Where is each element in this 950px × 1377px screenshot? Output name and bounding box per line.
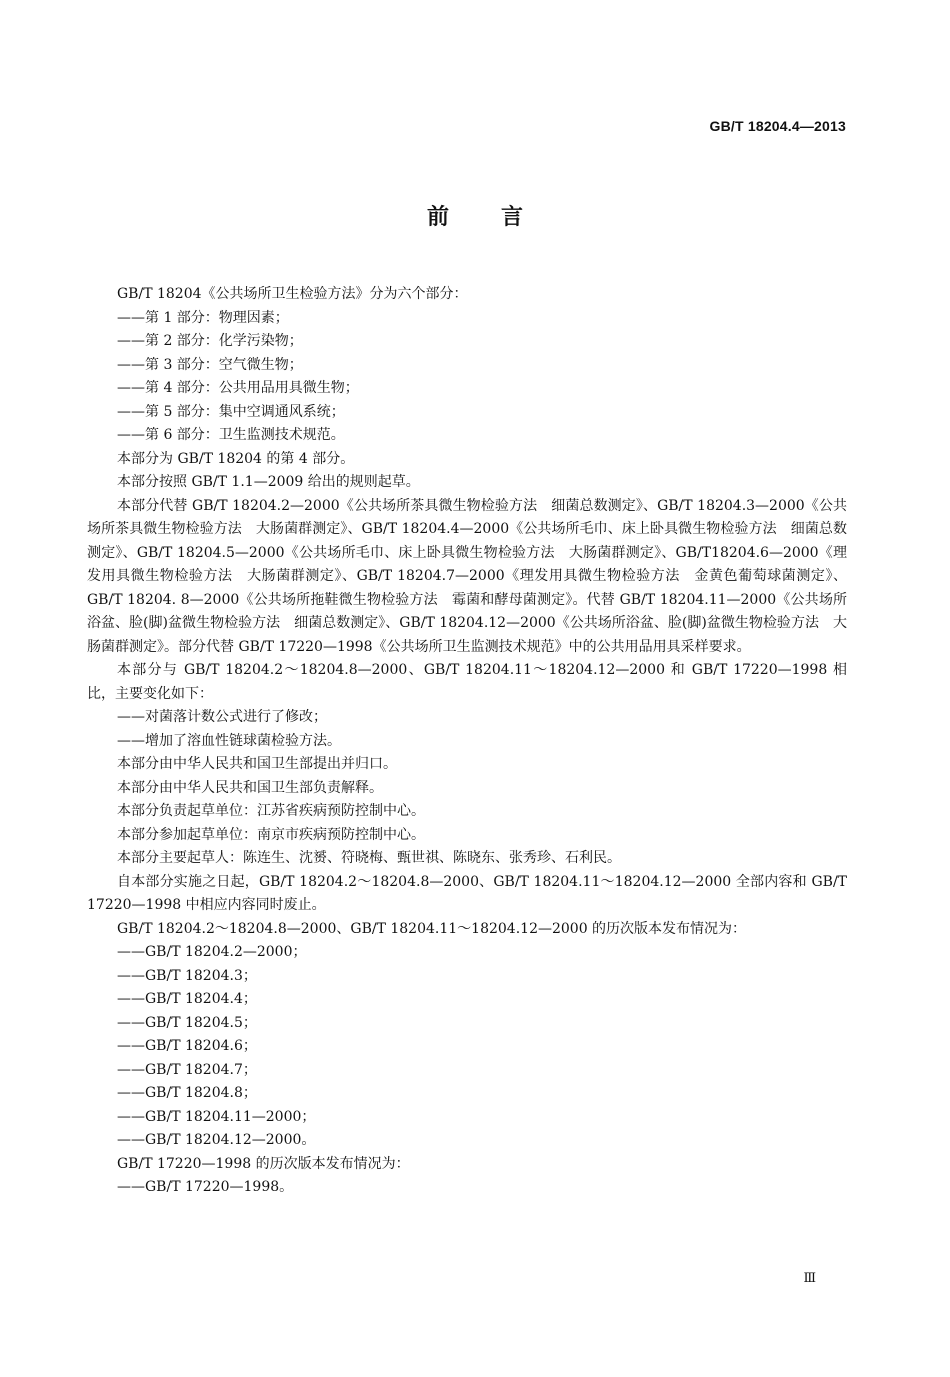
standard-code: GB/T 18204.4—2013 [709, 118, 846, 134]
paragraph: ——GB/T 18204.6； [117, 1038, 257, 1054]
paragraph: ——GB/T 18204.4； [117, 991, 257, 1007]
paragraph: 本部分主要起草人：陈连生、沈赟、符晓梅、甄世祺、陈晓东、张秀珍、石利民。 [117, 850, 621, 866]
paragraph: 本部分负责起草单位：江苏省疾病预防控制中心。 [117, 803, 425, 819]
paragraph: 本部分与 GB/T 18204.2～18204.8—2000、GB/T 18204.11～18204.12—2000 和 GB/T 17220—1998 相比，主要变化如下： [87, 662, 847, 702]
document-body [87, 283, 847, 1200]
paragraph: GB/T 18204《公共场所卫生检验方法》分为六个部分： [117, 286, 468, 302]
paragraph: ——GB/T 18204.11—2000； [117, 1108, 316, 1125]
paragraph: 本部分由中华人民共和国卫生部负责解释。 [117, 779, 383, 796]
page-title: 前言 [426, 205, 575, 230]
paragraph: ——GB/T 17220—1998。 [117, 1179, 294, 1195]
paragraph: GB/T 18204.2～18204.8—2000、GB/T 18204.11～18204.12—2000 的历次版本发布情况为： [117, 920, 747, 937]
paragraph: ——GB/T 18204.8； [117, 1085, 257, 1101]
paragraph: 自本部分实施之日起，GB/T 18204.2～18204.8—2000、GB/T 18204.11～18204.12—2000 全部内容和 GB/T 17220—1998 中相应内容同时废止。 [87, 873, 847, 913]
page-number: Ⅲ [803, 1271, 816, 1286]
paragraph: ——第 5 部分：集中空调通风系统； [117, 403, 345, 420]
paragraph: ——GB/T 18204.5； [117, 1014, 257, 1031]
paragraph: GB/T 17220—1998 的历次版本发布情况为： [117, 1155, 410, 1172]
paragraph: 本部分按照 GB/T 1.1—2009 给出的规则起草。 [117, 474, 420, 490]
paragraph: 本部分代替 GB/T 18204.2—2000《公共场所茶具微生物检验方法 细菌总数测定》、GB/T 18204.3—2000《公共场所茶具微生物检验方法 大肠菌群测定》、GB/T 18204.4—2000《公共场所毛巾、床上卧具微生物检验方法 细菌总数测定》、GB/T 18204.5—2000《公共场所毛巾、床上卧具微生物检验方法 大肠菌群测定》、GB/T18204.6—2000《理发用具微生物检验方法 大肠菌群测定》、GB/T 18204.7—2000《理发用具微生物检验方法 金黄色葡萄球菌测定》、GB/T 18204. 8—2000《公共场所拖鞋微生物检验方法 霉菌和酵母菌测定》。代替 GB/T 18204.11—2000《公共场所浴盆、脸(脚)盆微生物检验方法 细菌总数测定》、GB/T 18204.12—2000《公共场所浴盆、脸(脚)盆微生物检验方法 大肠菌群测定》。部分代替 GB/T 17220—1998《公共场所卫生监测技术规范》中的公共用品用具采样要求。 [87, 497, 847, 655]
paragraph: 本部分由中华人民共和国卫生部提出并归口。 [117, 756, 397, 772]
paragraph: ——第 1 部分：物理因素； [117, 309, 289, 326]
paragraph: ——第 4 部分：公共用品用具微生物； [117, 380, 359, 396]
paragraph: ——GB/T 18204.12—2000。 [117, 1132, 316, 1148]
paragraph: 本部分参加起草单位：南京市疾病预防控制中心。 [117, 826, 425, 843]
paragraph: ——第 3 部分：空气微生物； [117, 356, 303, 373]
paragraph: ——GB/T 18204.3； [117, 967, 257, 984]
paragraph: ——对菌落计数公式进行了修改； [117, 709, 327, 725]
paragraph: 本部分为 GB/T 18204 的第 4 部分。 [117, 450, 355, 467]
paragraph: ——第 6 部分：卫生监测技术规范。 [117, 427, 345, 443]
paragraph: ——GB/T 18204.2—2000； [117, 944, 307, 960]
paragraph: ——第 2 部分：化学污染物； [117, 333, 303, 349]
paragraph: ——GB/T 18204.7； [117, 1061, 257, 1078]
paragraph: ——增加了溶血性链球菌检验方法。 [117, 732, 341, 749]
